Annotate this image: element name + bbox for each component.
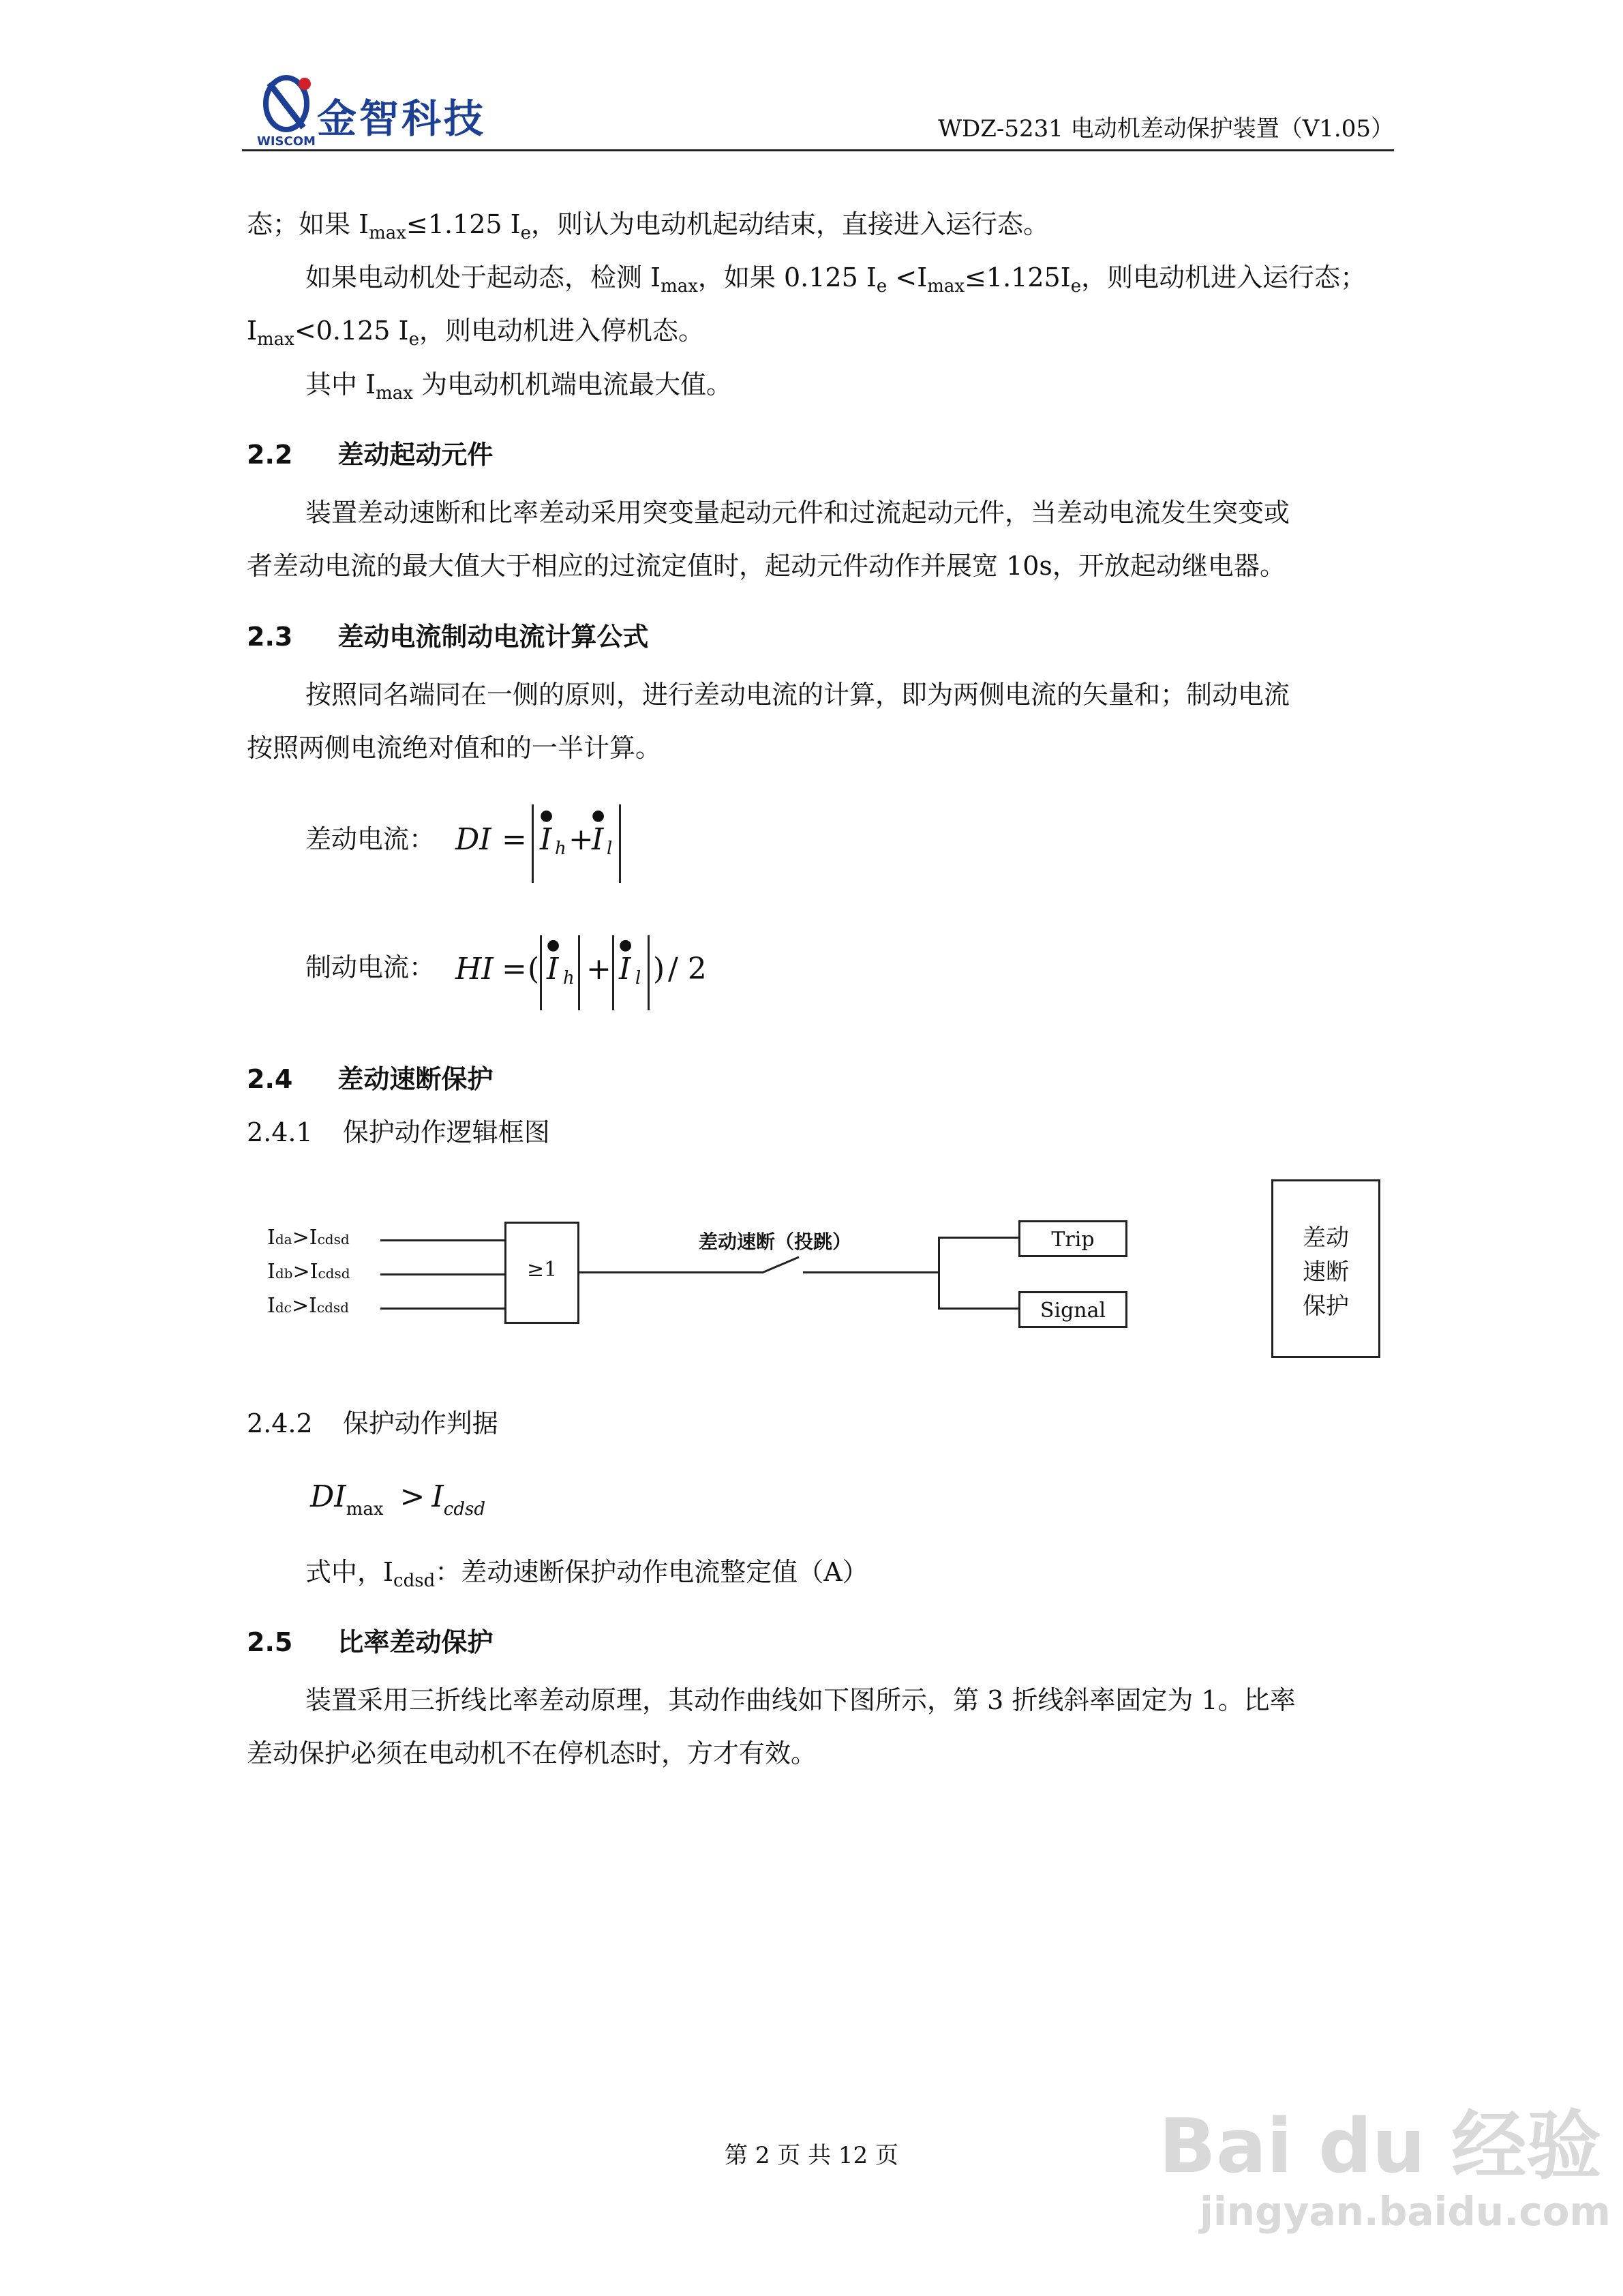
formula-diff-current: DI = ● I h + ● I l [455,798,633,886]
intro-line-4: 其中 $I_{max}$ 为电动机机端电流最大值。 [305,369,733,404]
section-2-3-heading: 2.3 差动电流制动电流计算公式 [247,622,649,652]
logic-diagram [259,1179,1391,1377]
section-2-2-heading: 2.2 差动起动元件 [247,440,494,470]
wiscom-logo-icon [256,73,317,141]
brand-en: WISCOM [257,134,316,149]
criterion-formula: $DI_{max} > I_{cdsd}$ [310,1479,485,1520]
signal-output: Signal [1018,1291,1127,1328]
trip-output: Trip [1018,1220,1127,1257]
formula-diff-label: 差动电流： [305,824,436,854]
input-idc: Idc>Icdsd [267,1294,349,1318]
section-2-2-para-1: 装置差动速断和比率差动采用突变量起动元件和过流起动元件，当差动电流发生突变或 [305,498,1290,528]
header-rule [242,149,1394,151]
input-idb: Idb>Icdsd [267,1260,350,1284]
switch-label: 差动速断（投跳） [699,1230,852,1253]
section-2-5-para-2: 差动保护必须在电动机不在停机态时，方才有效。 [247,1738,817,1768]
input-wire [380,1239,504,1241]
section-2-5-para-1: 装置采用三折线比率差动原理，其动作曲线如下图所示，第 3 折线斜率固定为 1。比率 [305,1685,1296,1715]
criterion-note: 式中，$I_{cdsd}$：差动速断保护动作电流整定值（A） [305,1557,868,1591]
gate-output-wire [579,1271,763,1273]
baidu-watermark-url: jingyan.baidu.com [1200,2188,1611,2235]
section-2-5-heading: 2.5 比率差动保护 [247,1627,494,1657]
protection-block: 差动 速断 保护 [1271,1179,1380,1358]
input-wire [380,1273,504,1275]
branch-to-trip [938,1237,1018,1239]
switch-contact-icon [762,1254,803,1276]
switch-output-wire [803,1271,939,1273]
branch-vertical [938,1237,940,1309]
header [242,65,1394,153]
intro-line-3: $I_{max}<0.125$ $I_e$，则电动机进入停机态。 [247,316,704,350]
intro-line-2: 如果电动机处于起动态，检测 $I_{max}$，如果 0.125 $I_e <I_{max}\le 1.125I_e$，则电动机进入运行态； [305,262,1367,297]
section-2-3-para-1: 按照同名端同在一侧的原则，进行差动电流的计算，即为两侧电流的矢量和；制动电流 [305,680,1290,710]
document-title: WDZ-5231 电动机差动保护装置（V1.05） [938,115,1394,142]
section-2-4-1-heading: 2.4.1 保护动作逻辑框图 [247,1117,550,1147]
baidu-watermark-logo: Bai du 经验 [1159,2102,1602,2190]
section-2-4-2-heading: 2.4.2 保护动作判据 [247,1408,498,1438]
section-2-4-heading: 2.4 差动速断保护 [247,1064,494,1094]
intro-line-1: 态；如果 $I_{max}\le 1.125$ $I_e$，则认为电动机起动结束，直接进入运行态。 [247,209,1050,243]
page-number: 第 2 页 共 12 页 [725,2142,898,2169]
section-2-3-para-2: 按照两侧电流绝对值和的一半计算。 [247,733,662,763]
formula-brake-label: 制动电流： [305,952,436,982]
input-wire [380,1308,504,1310]
branch-to-signal [938,1308,1018,1310]
formula-brake-current: HI = ( ● I h + ● I l ) / 2 [455,927,728,1016]
input-ida: Ida>Icdsd [267,1226,350,1250]
or-gate: ≥1 [504,1222,579,1324]
section-2-2-para-2: 者差动电流的最大值大于相应的过流定值时，起动元件动作并展宽 10s，开放起动继电器。 [247,551,1286,581]
brand-name: 金智科技 [317,95,487,142]
